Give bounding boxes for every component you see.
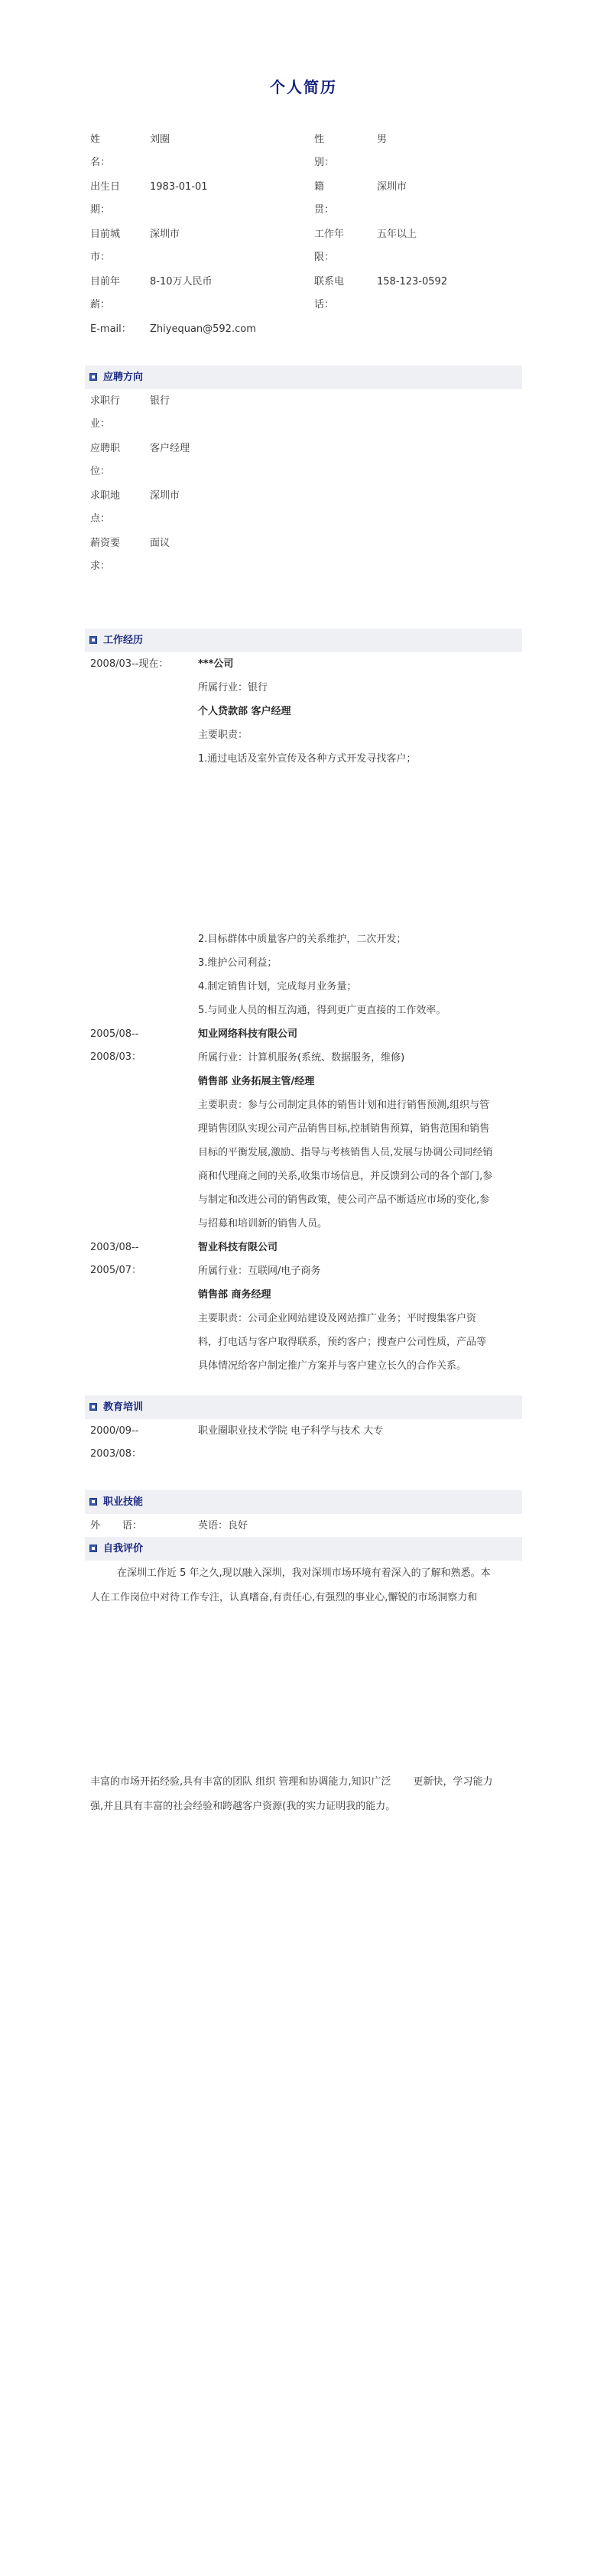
job2-duty: 理销售团队实现公司产品销售目标,控制销售预算，销售范围和销售 [198,1123,490,1135]
job2-duty: 目标的平衡发展,激励、指导与考核销售人员,发展与协调公司同经销 [198,1147,493,1158]
job2-duty: 与制定和改进公司的销售政策，使公司产品不断适应市场的变化,参 [198,1194,490,1206]
section-bullet-icon [89,636,97,644]
job2-role: 销售部 业务拓展主管/经理 [198,1076,315,1087]
salary-label: 目前年 薪： [90,276,121,310]
skills-heading: 职业技能 [103,1496,144,1508]
intent-industry-label: 求职行 业： [90,395,121,430]
dob-value: 1983-01-01 [150,181,208,193]
job2-date: 2005/08-- 2008/03： [90,1028,142,1063]
intent-industry-value: 银行 [150,395,170,407]
job2-duty: 与招募和培训新的销售人员。 [198,1218,328,1230]
phone-value: 158-123-0592 [377,276,448,287]
name-value: 刘圈 [150,134,170,145]
years-value: 五年以上 [377,229,417,240]
job1-duty: 4.制定销售计划，完成每月业务量； [198,981,357,992]
years-label: 工作年 限： [314,229,345,263]
intent-section-header [85,365,522,389]
intent-position-value: 客户经理 [150,443,190,454]
job1-duty: 2.目标群体中质量客户的关系维护，二次开发； [198,934,407,945]
self-eval-section-header [85,1537,522,1561]
job1-duties-label: 主要职责： [198,729,248,741]
job3-duty: 具体情况给客户制定推广方案并与客户建立长久的合作关系。 [198,1360,467,1372]
job2-duty: 主要职责：参与公司制定具体的销售计划和进行销售预测,组织与管 [198,1100,490,1111]
skills-label: 外 语： [90,1520,142,1532]
name-label: 姓 名： [90,134,111,168]
skills-section-header [85,1490,522,1514]
city-value: 深圳市 [150,229,180,240]
section-bullet-icon [89,1498,97,1506]
job3-industry: 所属行业：互联网/电子商务 [198,1265,321,1277]
page-title: 个人简历 [270,78,337,96]
email-value: Zhiyequan@592.com [150,323,256,335]
gender-label: 性 别： [314,134,335,168]
education-section-header [85,1395,522,1419]
education-heading: 教育培训 [103,1402,144,1413]
job2-duty: 商和代理商之间的关系,收集市场信息，并反馈到公司的各个部门,参 [198,1171,493,1182]
dob-label: 出生日 期： [90,181,121,216]
job2-industry: 所属行业：计算机服务(系统、数据服务，维修) [198,1052,405,1064]
phone-label: 联系电 话： [314,276,345,310]
origin-label: 籍 贯： [314,181,335,216]
job1-duty: 5.与同业人员的相互沟通，得到更广更直接的工作效率。 [198,1005,446,1016]
job3-role: 销售部 商务经理 [198,1289,271,1301]
intent-heading: 应聘方向 [103,372,144,383]
job3-duty: 主要职责：公司企业网站建设及网站推广业务；平时搜集客户资 [198,1313,477,1324]
job1-date: 2008/03--现在： [90,658,169,670]
intent-salary-label: 薪资要 求： [90,538,121,572]
gender-value: 男 [377,134,388,145]
self-eval-heading: 自我评价 [103,1543,144,1554]
origin-value: 深圳市 [377,181,407,193]
job3-date: 2003/08-- 2005/07： [90,1242,142,1276]
job3-duty: 料，打电话与客户取得联系，预约客户；搜查户公司性质，产品等 [198,1337,487,1348]
intent-location-label: 求职地 点： [90,490,121,525]
job2-company: 知业网络科技有限公司 [198,1028,298,1040]
job1-company: ***公司 [198,658,234,670]
intent-position-label: 应聘职 位： [90,443,121,477]
self-eval-line: 在深圳工作近 5 年之久,现以融入深圳，我对深圳市场环境有着深入的了解和熟悉。本 [117,1567,491,1579]
job3-company: 智业科技有限公司 [198,1242,278,1253]
self-eval-line: 丰富的市场开拓经验,具有丰富的团队 组织 管理和协调能力,知识广泛 更新快，学习能力 [90,1776,493,1788]
education-detail: 职业圈职业技术学院 电子科学与技术 大专 [198,1425,384,1437]
email-label: E-mail： [90,323,131,335]
job1-duty: 1.通过电话及室外宣传及各种方式开发寻找客户； [198,753,417,765]
job1-role: 个人贷款部 客户经理 [198,706,291,717]
salary-value: 8-10万人民币 [150,276,213,287]
work-heading: 工作经历 [103,635,144,646]
intent-location-value: 深圳市 [150,490,180,502]
section-bullet-icon [89,1403,97,1411]
section-bullet-icon [89,1545,97,1552]
city-label: 目前城 市： [90,229,121,263]
intent-salary-value: 面议 [150,538,170,549]
self-eval-line: 强,并且具有丰富的社会经验和跨越客户资源(我的实力证明我的能力。 [90,1801,396,1812]
skills-value: 英语：良好 [198,1520,248,1532]
work-section-header [85,629,522,652]
education-date: 2000/09-- 2003/08： [90,1425,142,1460]
job1-industry: 所属行业：银行 [198,682,268,694]
self-eval-line: 人在工作岗位中对待工作专注，认真嗜奋,有责任心,有强烈的事业心,懈锐的市场洞察力和 [90,1592,478,1603]
section-bullet-icon [89,373,97,381]
job1-duty: 3.维护公司利益； [198,957,278,969]
